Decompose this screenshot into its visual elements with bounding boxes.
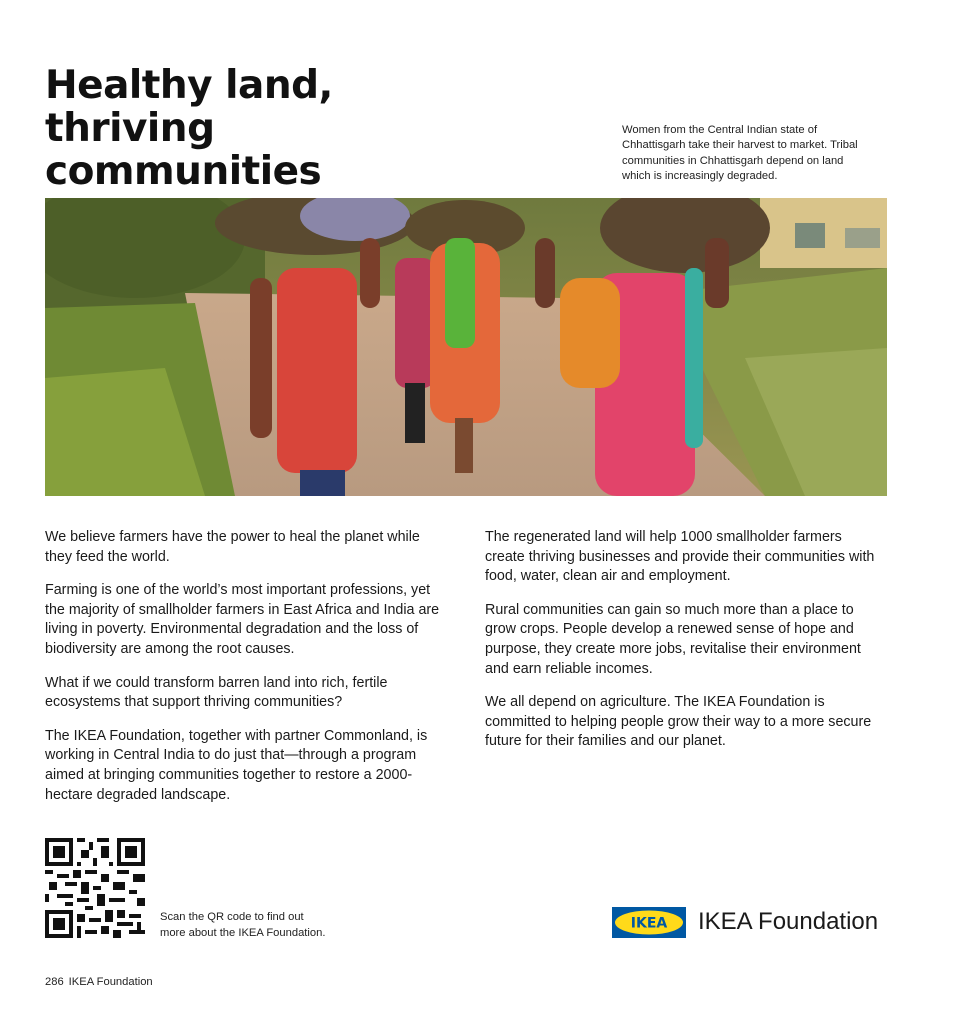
paragraph: We all depend on agriculture. The IKEA Foundation is committed to helping people grow their way to a more secure future for their families and our planet. bbox=[485, 694, 872, 750]
paragraph: The regenerated land will help 1000 smallholder farmers create thriving businesses and provide their communities with food, water, clean air and employment. bbox=[485, 529, 875, 585]
page-footer bbox=[45, 976, 153, 988]
title-line-1: Healthy land, thriving bbox=[45, 63, 333, 151]
paragraph: Farming is one of the world’s most important professions, yet the majority of smallholder farmers in East Africa and India are living in poverty. Environmental degradation and the loss of biodiversity are among the root causes. bbox=[45, 582, 440, 657]
paragraph: What if we could transform barren land into rich, fertile ecosystems that support thriving communities? bbox=[45, 674, 388, 711]
hero-photo-illustration bbox=[45, 198, 887, 496]
body-right-column bbox=[485, 528, 885, 766]
qr-text-line-1: Scan the QR code to find out bbox=[160, 911, 304, 923]
foundation-name: IKEA Foundation bbox=[698, 908, 879, 935]
qr-text-line-2: more about the IKEA Foundation. bbox=[160, 926, 326, 939]
footer-section: IKEA Foundation bbox=[68, 976, 153, 988]
page-number: 286 bbox=[45, 976, 64, 988]
title-line-2: communities bbox=[45, 149, 322, 194]
paragraph: Rural communities can gain so much more than a place to grow crops. People develop a renewed sense of hope and purpose, they create more jobs, revitalise their environment and earn reliable incomes. bbox=[485, 601, 861, 677]
hero-photo bbox=[45, 198, 887, 496]
ikea-foundation-logo bbox=[612, 905, 878, 939]
paragraph: We believe farmers have the power to heal the planet while they feed the world. bbox=[45, 529, 420, 565]
body-left-column bbox=[45, 528, 445, 819]
page-title bbox=[45, 64, 515, 193]
qr-instructions bbox=[160, 910, 370, 941]
qr-code-icon[interactable] bbox=[45, 838, 145, 938]
ikea-logo-icon bbox=[612, 907, 686, 938]
photo-caption: Women from the Central Indian state of Chhattisgarh take their harvest to market. Tribal communities in Chhattisgarh depend on land which is increasingly degraded. bbox=[622, 124, 858, 182]
ikea-logo-text: IKEA bbox=[630, 915, 668, 931]
paragraph: The IKEA Foundation, together with partner Commonland, is working in Central India to do just that—through a program aimed at bringing communities together to restore a 2000-hectare degraded landscape. bbox=[45, 727, 428, 803]
